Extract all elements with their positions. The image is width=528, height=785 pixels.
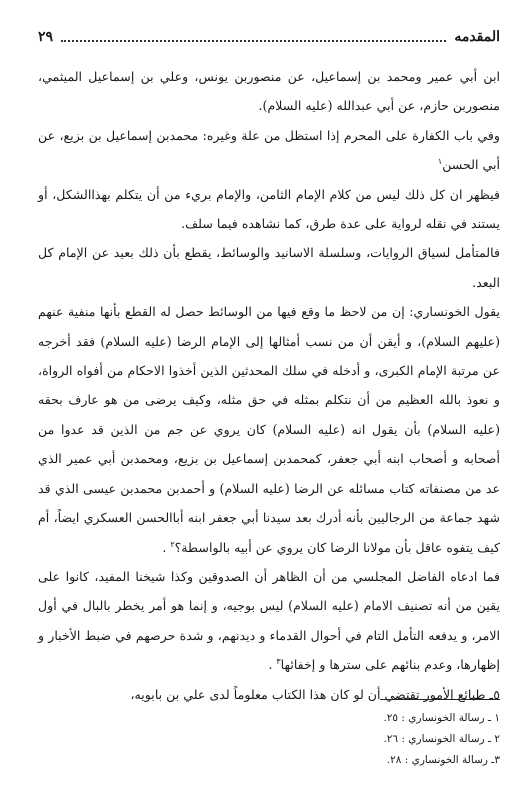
paragraph-text: فما ادعاه الفاضل المجلسي من أن الظاهر أن الصدوقين وكذا شيخنا المفيد، كانوا على يقين من أنه تصنيف الامام (عليه السلام) ليس بوجيه، و إنما هو أمر يخطر بالبال في أول الامر، و يدفعه التأمل التام في أحوال القدماء و ديدنهم، و شدة حرصهم في ضبط الأخبار و إظهارها، وعدم بنائهم على سترها و إخفائها <box>38 568 500 673</box>
footnote-3: ٣ـ رسالة الخونساري : ٢٨. <box>386 754 500 766</box>
paragraph-1 <box>38 62 500 121</box>
footnote-ref-3: ٣ <box>276 656 281 666</box>
page-number: ٢٩ <box>38 29 54 45</box>
footnotes <box>38 708 500 771</box>
running-title: المقدمه <box>454 29 500 45</box>
paragraph-3 <box>38 180 500 239</box>
paragraph-2 <box>38 121 500 180</box>
paragraph-text: فالمتأمل لسياق الروايات، وسلسلة الاسانيد والوسائط، يقطع بأن ذلك بعيد عن الإمام كل البعد. <box>38 245 500 290</box>
paragraph-6: فما ادعاه الفاضل المجلسي من أن الظاهر أن الصدوقين وكذا شيخنا المفيد، كانوا على يقين من أنه تصنيف الامام (عليه السلام) ليس بوجيه، و إنما هو أمر يخطر بالبال في أول الامر، و يدفعه التأمل التام في أحوال القدماء و ديدنهم، و شدة حرصهم في ضبط الأخبار و إظهارها، وعدم بنائهم على سترها و إخفائها$^٣$ . <box>38 568 500 673</box>
page-header <box>38 28 500 46</box>
footnote-2: ٢ ـ رسالة الخونساري : ٢٦. <box>383 733 500 745</box>
footnote-ref-2: ٢ <box>170 539 175 549</box>
paragraph-text: ابن أبي عمير ومحمد بن إسماعيل، عن منصوربن يونس، وعلي بن إسماعيل الميثمي، منصوربن حازم، عن أبي عبدالله (عليه السلام). <box>38 69 500 114</box>
paragraph-text: فيظهر ان كل ذلك ليس من كلام الإمام الثامن، والإمام بريء من أن يتكلم بهذاالشكل، أو يستند في نقله لرواية على عدة طرق، كما نشاهده فيما سلف. <box>38 186 500 232</box>
footnote-ref-1: ١ <box>437 157 443 167</box>
paragraph-4 <box>38 238 500 297</box>
paragraph-text: ٥ـ طبائع الأمور تقتضي أن لو كان هذا الكتاب معلوماً لدى علي بن بابويه، <box>130 686 500 702</box>
paragraph-7 <box>38 680 500 709</box>
paragraph-text: وفي باب الكفارة على المحرم إذا استظل من علة وغيره: محمدبن إسماعيل بن بزيع، عن أبي الحسن <box>38 127 500 173</box>
main-text <box>38 62 500 709</box>
footnote-separator <box>380 699 500 700</box>
paragraph-text: يقول الخونساري: إن من لاحظ ما وقع فيها من الوسائط حصل له القطع بأنها منفية عنهم (عليهم السلام)، و أيقن أن من نسب أمثالها إلى الإمام الرضا (عليه السلام) فقد أخرجه عن مرتبة الإمام الكبرى، و أدخله في سلك المحدثين الذين أخذوا الاحكام من أفواه الرواة، و نعوذ بالله العظيم من أن نتكلم بمثله في حق مثله، وكيف يرضى من هو عارف بحقه (عليه السلام) بأن يقول انه (عليه السلام) كان يروي عن جم من الذين قد عدوا من أصحابه و أصحاب ابنه أبي جعفر، كمحمدبن إسماعيل بن بزيع، ومحمدبن أبي عمير الذي عد من مصنفاته كتاب مسائله عن الرضا (عليه السلام) و أحمدبن محمدبن عيسى الذي قد شهد جماعة من الرجاليين بأنه أدرك بعد سيدنا أبي جعفر ابنه أباالحسن العسكري ايضاً، أم كيف يتفوه عاقل بأن مولانا الرضا كان يروي عن أبيه بالواسطة؟ <box>38 304 500 555</box>
header-dot-leader <box>61 40 446 42</box>
footnote-1: ١ ـ رسالة الخونساري : ٢٥. <box>383 712 500 724</box>
paragraph-5: يقول الخونساري: إن من لاحظ ما وقع فيها من الوسائط حصل له القطع بأنها منفية عنهم (عليهم السلام)، و أيقن أن من نسب أمثالها إلى الإمام الرضا (عليه السلام) فقد أخرجه عن مرتبة الإمام الكبرى، و أدخله في سلك المحدثين الذين أخذوا الاحكام من أفواه الرواة، و نعوذ بالله العظيم من أن نتكلم بمثله في حق مثله، وكيف يرضى من هو عارف بحقه (عليه السلام) بأن يقول انه (عليه السلام) كان يروي عن جم من الذين قد عدوا من أصحابه و أصحاب ابنه أبي جعفر، كمحمدبن إسماعيل بن بزيع، ومحمدبن أبي عمير الذي عد من مصنفاته كتاب مسائله عن الرضا (عليه السلام) و أحمدبن محمدبن عيسى الذي قد شهد جماعة من الرجاليين بأنه أدرك بعد سيدنا أبي جعفر ابنه أباالحسن العسكري ايضاً، أم كيف يتفوه عاقل بأن مولانا الرضا كان يروي عن أبيه بالواسطة؟$^٢$ . <box>38 304 500 555</box>
